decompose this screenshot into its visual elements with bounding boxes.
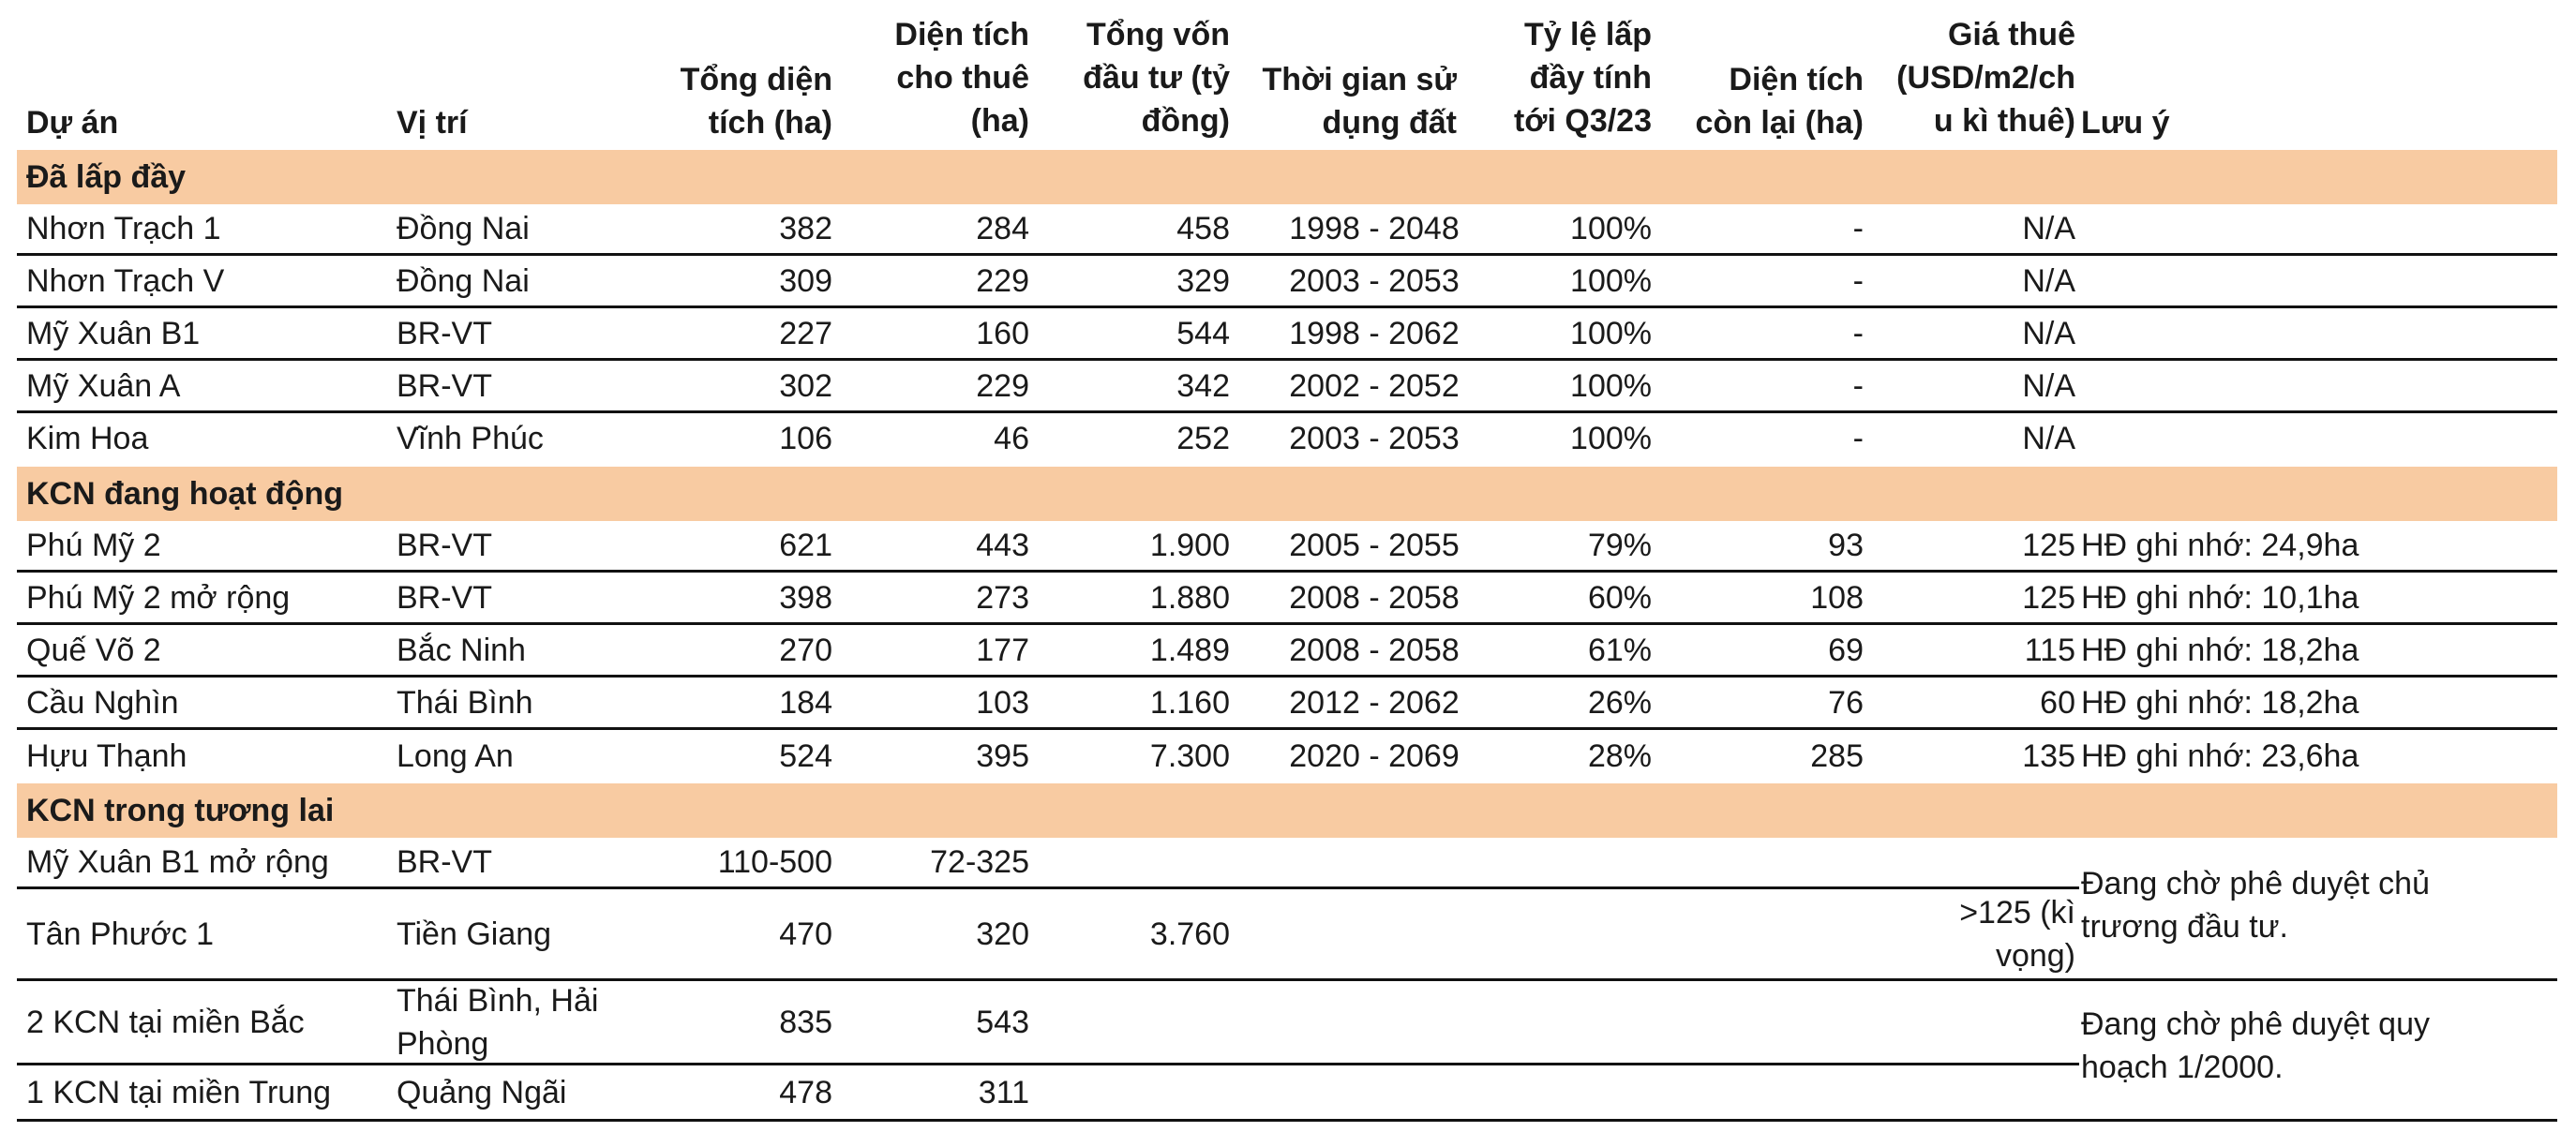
cell-dien-tich-cho-thue: 46 [994,421,1029,456]
cell-du-an: Mỹ Xuân B1 [26,316,201,351]
cell-vi-tri: Thái Bình [397,685,533,721]
section-title: KCN trong tương lai [26,793,335,828]
header-luu-y: Lưu ý [2081,105,2170,141]
cell-vi-tri: Bắc Ninh [397,633,526,668]
cell-dien-tich-cho-thue: 311 [978,1075,1029,1110]
cell-tong-dien-tich: 184 [779,685,832,721]
cell-gia-thue: N/A [2022,421,2075,456]
cell-tong-dien-tich: 106 [779,421,832,456]
cell-con-lai: - [1852,316,1864,351]
cell-du-an: 2 KCN tại miền Bắc [26,1005,305,1040]
section-band [17,467,2557,521]
cell-ty-le: 61% [1587,633,1652,668]
cell-tong-dien-tich: 110-500 [717,844,832,880]
cell-gia-thue: N/A [2022,368,2075,404]
cell-tong-dien-tich: 835 [779,1005,832,1040]
cell-vi-tri: Đồng Nai [397,211,530,246]
header-con-lai: Diện tích còn lại (ha) [1695,62,1864,141]
cell-ty-le: 28% [1587,738,1652,774]
cell-du-an: Nhơn Trạch V [26,263,225,299]
row-divider [17,1063,2079,1065]
cell-tong-dien-tich: 382 [779,211,832,246]
cell-ty-le: 26% [1587,685,1652,721]
cell-tong-dien-tich: 302 [779,368,832,404]
cell-dien-tich-cho-thue: 543 [976,1005,1029,1040]
cell-ty-le: 100% [1570,368,1652,404]
cell-con-lai: - [1852,368,1864,404]
cell-vi-tri: BR-VT [397,844,492,880]
cell-thoi-gian: 2008 - 2058 [1289,580,1460,616]
note-chu-truong: Đang chờ phê duyệt chủ trương đầu tư. [2081,866,2430,945]
cell-du-an: Phú Mỹ 2 mở rộng [26,580,291,616]
cell-tong-dien-tich: 478 [779,1075,832,1110]
header-dien-tich-cho-thue: Diện tích cho thuê (ha) [894,17,1029,139]
cell-gia-thue: 60 [2040,685,2075,721]
cell-ty-le: 100% [1570,316,1652,351]
row-divider [17,570,2557,573]
cell-dien-tich-cho-thue: 443 [976,528,1029,563]
cell-tong-von: 458 [1176,211,1230,246]
cell-tong-dien-tich: 470 [779,916,832,952]
cell-vi-tri: Tiền Giang [397,916,552,952]
cell-gia-thue: N/A [2022,211,2075,246]
section-band [17,783,2557,838]
cell-du-an: Nhơn Trạch 1 [26,211,221,246]
cell-thoi-gian: 2002 - 2052 [1289,368,1460,404]
cell-thoi-gian: 2012 - 2062 [1289,685,1460,721]
cell-dien-tich-cho-thue: 229 [976,263,1029,299]
cell-gia-thue: N/A [2022,263,2075,299]
section-title: KCN đang hoạt động [26,476,344,512]
cell-tong-dien-tich: 227 [779,316,832,351]
cell-tong-dien-tich: 524 [779,738,832,774]
cell-du-an: Cầu Nghìn [26,685,179,721]
cell-dien-tich-cho-thue: 395 [976,738,1029,774]
cell-ty-le: 100% [1570,211,1652,246]
cell-ty-le: 100% [1570,421,1652,456]
cell-dien-tich-cho-thue: 72-325 [930,844,1029,880]
cell-tong-dien-tich: 270 [779,633,832,668]
header-du-an: Dự án [26,105,119,141]
cell-luu-y: HĐ ghi nhớ: 18,2ha [2081,685,2359,721]
cell-du-an: Quế Võ 2 [26,633,161,668]
cell-thoi-gian: 2003 - 2053 [1289,263,1460,299]
row-divider [17,305,2557,308]
cell-dien-tich-cho-thue: 160 [976,316,1029,351]
cell-con-lai: 76 [1828,685,1864,721]
cell-du-an: 1 KCN tại miền Trung [26,1075,332,1110]
cell-gia-thue: 125 [2022,528,2075,563]
cell-gia-thue: 125 [2022,580,2075,616]
cell-du-an: Mỹ Xuân B1 mở rộng [26,844,329,880]
cell-thoi-gian: 2008 - 2058 [1289,633,1460,668]
cell-tong-dien-tich: 398 [779,580,832,616]
cell-gia-thue: N/A [2022,316,2075,351]
header-tong-dien-tich: Tổng diện tích (ha) [680,62,832,141]
cell-luu-y: HĐ ghi nhớ: 10,1ha [2081,580,2359,616]
cell-tong-von: 1.900 [1149,528,1230,563]
cell-ty-le: 60% [1587,580,1652,616]
cell-con-lai: - [1852,421,1864,456]
section-title: Đã lấp đầy [26,159,187,195]
cell-thoi-gian: 2020 - 2069 [1289,738,1460,774]
row-divider [17,622,2557,625]
cell-du-an: Hựu Thạnh [26,738,187,774]
cell-tong-von: 329 [1176,263,1230,299]
cell-tong-von: 252 [1176,421,1230,456]
cell-dien-tich-cho-thue: 229 [976,368,1029,404]
cell-tong-von: 544 [1176,316,1230,351]
cell-du-an: Phú Mỹ 2 [26,528,161,563]
cell-vi-tri: BR-VT [397,528,492,563]
cell-vi-tri: Đồng Nai [397,263,530,299]
cell-con-lai: - [1852,263,1864,299]
cell-luu-y: HĐ ghi nhớ: 23,6ha [2081,738,2359,774]
header-tong-von: Tổng vốn đầu tư (tỷ đồng) [1083,17,1230,139]
cell-gia-thue: 115 [2024,633,2075,668]
row-divider [17,253,2557,256]
row-divider [17,358,2557,361]
cell-vi-tri: BR-VT [397,316,492,351]
section-band [17,150,2557,204]
cell-thoi-gian: 2005 - 2055 [1289,528,1460,563]
cell-dien-tich-cho-thue: 177 [976,633,1029,668]
cell-tong-dien-tich: 309 [779,263,832,299]
cell-con-lai: 93 [1828,528,1864,563]
cell-luu-y: HĐ ghi nhớ: 24,9ha [2081,528,2359,563]
cell-du-an: Tân Phước 1 [26,916,215,952]
cell-du-an: Mỹ Xuân A [26,368,181,404]
cell-tong-dien-tich: 621 [779,528,832,563]
cell-luu-y: HĐ ghi nhớ: 18,2ha [2081,633,2359,668]
row-divider [17,1119,2557,1122]
cell-du-an: Kim Hoa [26,421,149,456]
cell-tong-von: 1.489 [1149,633,1230,668]
cell-tong-von: 3.760 [1149,916,1230,952]
row-divider [17,886,2079,889]
cell-tong-von: 342 [1176,368,1230,404]
cell-dien-tich-cho-thue: 103 [976,685,1029,721]
cell-vi-tri: BR-VT [397,368,492,404]
cell-dien-tich-cho-thue: 320 [976,916,1029,952]
cell-vi-tri: BR-VT [397,580,492,616]
cell-dien-tich-cho-thue: 284 [976,211,1029,246]
cell-tong-von: 1.880 [1149,580,1230,616]
cell-vi-tri: Thái Bình, Hải Phòng [397,983,599,1062]
cell-dien-tich-cho-thue: 273 [976,580,1029,616]
cell-con-lai: - [1852,211,1864,246]
header-ty-le: Tỷ lệ lấp đầy tính tới Q3/23 [1513,17,1652,139]
cell-con-lai: 69 [1828,633,1864,668]
cell-tong-von: 7.300 [1149,738,1230,774]
row-divider [17,410,2557,413]
header-gia-thue: Giá thuê (USD/m2/ch u kì thuê) [1896,17,2075,139]
note-quy-hoach: Đang chờ phê duyệt quy hoạch 1/2000. [2081,1006,2430,1085]
row-divider [17,675,2557,678]
cell-ty-le: 100% [1570,263,1652,299]
cell-ty-le: 79% [1587,528,1652,563]
cell-tong-von: 1.160 [1149,685,1230,721]
cell-con-lai: 285 [1810,738,1864,774]
row-divider [17,727,2557,730]
cell-gia-thue: 135 [2022,738,2075,774]
cell-thoi-gian: 1998 - 2062 [1289,316,1460,351]
cell-thoi-gian: 1998 - 2048 [1289,211,1460,246]
cell-vi-tri: Vĩnh Phúc [397,421,544,456]
header-thoi-gian: Thời gian sử dụng đất [1262,62,1457,141]
cell-gia-thue: >125 (kì vọng) [1959,895,2075,974]
cell-con-lai: 108 [1810,580,1864,616]
header-vi-tri: Vị trí [397,105,468,141]
cell-thoi-gian: 2003 - 2053 [1289,421,1460,456]
cell-vi-tri: Quảng Ngãi [397,1075,567,1110]
kcn-project-table [17,0,2557,1132]
cell-vi-tri: Long An [397,738,514,774]
